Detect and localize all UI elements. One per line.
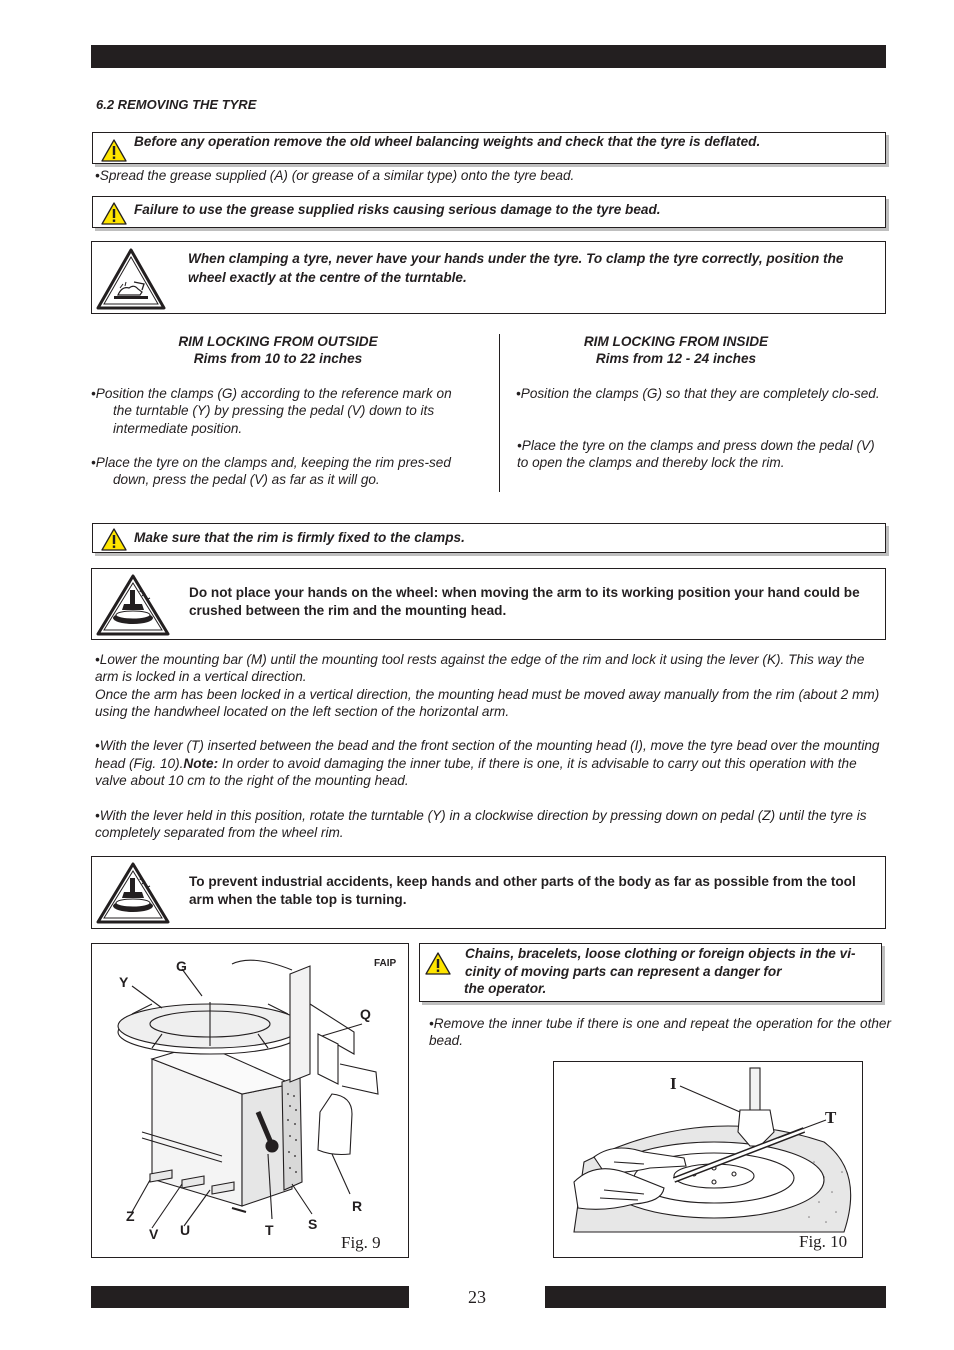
part-label-t: T (825, 1108, 837, 1127)
warning-box-rim-fixed (92, 523, 886, 553)
section-title: 6.2 REMOVING THE TYRE (96, 97, 257, 112)
footer-bar-right (545, 1286, 886, 1308)
part-label-i: I (670, 1074, 677, 1093)
body-p1: •Lower the mounting bar (M) until the mounting tool rests against the edge of the rim and lock it using the lever (K). This way the arm is locked in a vertical direction. (95, 652, 865, 685)
column-divider (499, 334, 500, 492)
warning-icon (101, 202, 127, 225)
part-label-q: Q (360, 1006, 371, 1022)
part-label-t: T (265, 1222, 274, 1238)
warning-text: Before any operation remove the old wheel balancing weights and check that the tyre is deflated. (134, 134, 761, 149)
header-bar (91, 45, 886, 68)
body-p4: •With the lever held in this position, rotate the turntable (Y) in a clockwise direction by pressing down on pedal (Z) until the tyre is completely separated from the wheel rim. (95, 807, 867, 840)
outside-subtitle: Rims from 10 to 22 inches (193, 351, 363, 366)
inside-step-1-text: •Position the clamps (G) so that they are completely clo-sed. (516, 386, 880, 401)
warning-text: Make sure that the rim is firmly fixed to the clamps. (134, 530, 465, 545)
figure-10 (553, 1061, 863, 1258)
body-p3 (95, 737, 890, 789)
warning-line-2: cinity of moving parts can represent a danger for (465, 963, 782, 979)
warning-box-grease (92, 196, 886, 228)
step-inner-tube: •Remove the inner tube if there is one and repeat the operation for the other bead. (429, 1016, 891, 1049)
hazard-text: Do not place your hands on the wheel: when moving the arm to its working position your hand could be crushed between the rim and the mounting head. (189, 585, 860, 618)
inside-title: RIM LOCKING FROM INSIDE (583, 334, 769, 349)
part-label-u: U (180, 1222, 191, 1238)
outside-step-1 (91, 385, 463, 437)
warning-icon (425, 952, 451, 975)
hazard-text: When clamping a tyre, never have your hands under the tyre. To clamp the tyre correctly, position the wheel exactly at the centre of the turntable. (188, 251, 844, 285)
footer-bar-left (91, 1286, 409, 1308)
outside-step-2 (91, 454, 463, 489)
warning-line-1: Chains, bracelets, loose clothing or foreign objects in the vi- (465, 946, 856, 961)
outside-step-2-text: •Place the tyre on the clamps and, keeping the rim pres-sed down, press the pedal (V) as far as it will go. (91, 455, 451, 488)
warning-line-3: the operator. (464, 981, 547, 996)
warning-icon (101, 139, 127, 162)
warning-text (465, 945, 880, 998)
note-label: Note: (183, 755, 219, 771)
hazard-box-turning (91, 856, 886, 929)
brand-mark: FAIP (374, 958, 397, 969)
body-p2: Once the arm has been locked in a vertical direction, the mounting head must be moved away manually from the rim (about 2 mm) using the handwheel located on the left section of the horizontal arm. (95, 686, 880, 719)
warning-box-deflate (92, 132, 886, 164)
inside-step-1 (516, 385, 880, 402)
hazard-text: To prevent industrial accidents, keep hands and other parts of the body as far as possible from the tool arm when the table top is turning. (189, 874, 856, 907)
warning-text: Failure to use the grease supplied risks causing serious damage to the tyre bead. (134, 202, 661, 217)
warning-icon (101, 528, 127, 551)
part-label-s: S (308, 1216, 318, 1232)
part-label-z: Z (126, 1208, 135, 1224)
hazard-box-arm (91, 568, 886, 640)
part-label-y: Y (119, 974, 129, 990)
figure-9-caption: Fig. 9 (341, 1233, 381, 1252)
outside-step-1-text: •Position the clamps (G) according to the reference mark on the turntable (Y) by pressing the pedal (V) down to its intermediate position. (91, 386, 452, 436)
inside-step-2: •Place the tyre on the clamps and press down the pedal (V) to open the clamps and thereby lock the rim. (517, 438, 875, 471)
hand-crush-hazard-icon (96, 862, 170, 924)
figure-10-caption: Fig. 10 (799, 1232, 848, 1251)
figure-9 (91, 943, 409, 1258)
part-label-g: G (176, 958, 187, 974)
warning-box-loose-objects (419, 943, 882, 1002)
body-p3b: In order to avoid damaging the inner tube, if there is one, it is advisable to carry out this operation with the valve about 10 cm to the right of the mounting head. (95, 755, 857, 789)
hazard-box-clamping (91, 241, 886, 314)
hand-crush-hazard-icon (96, 574, 170, 636)
tyre-bead-lever-illustration (554, 1062, 862, 1257)
body-text (95, 651, 890, 841)
inside-subtitle: Rims from 12 - 24 inches (595, 351, 757, 366)
step-grease: •Spread the grease supplied (A) (or grease of a similar type) onto the tyre bead. (95, 168, 575, 183)
outside-title: RIM LOCKING FROM OUTSIDE (178, 334, 378, 349)
page-number: 23 (468, 1287, 486, 1307)
part-label-v: V (149, 1226, 159, 1242)
body-p3a: •With the lever (T) inserted between the bead and the front section of the mounting head (I), move the tyre bead over the mounting head (Fig. 10). (95, 738, 880, 771)
hand-crush-hazard-icon (96, 248, 166, 310)
part-label-r: R (352, 1198, 363, 1214)
